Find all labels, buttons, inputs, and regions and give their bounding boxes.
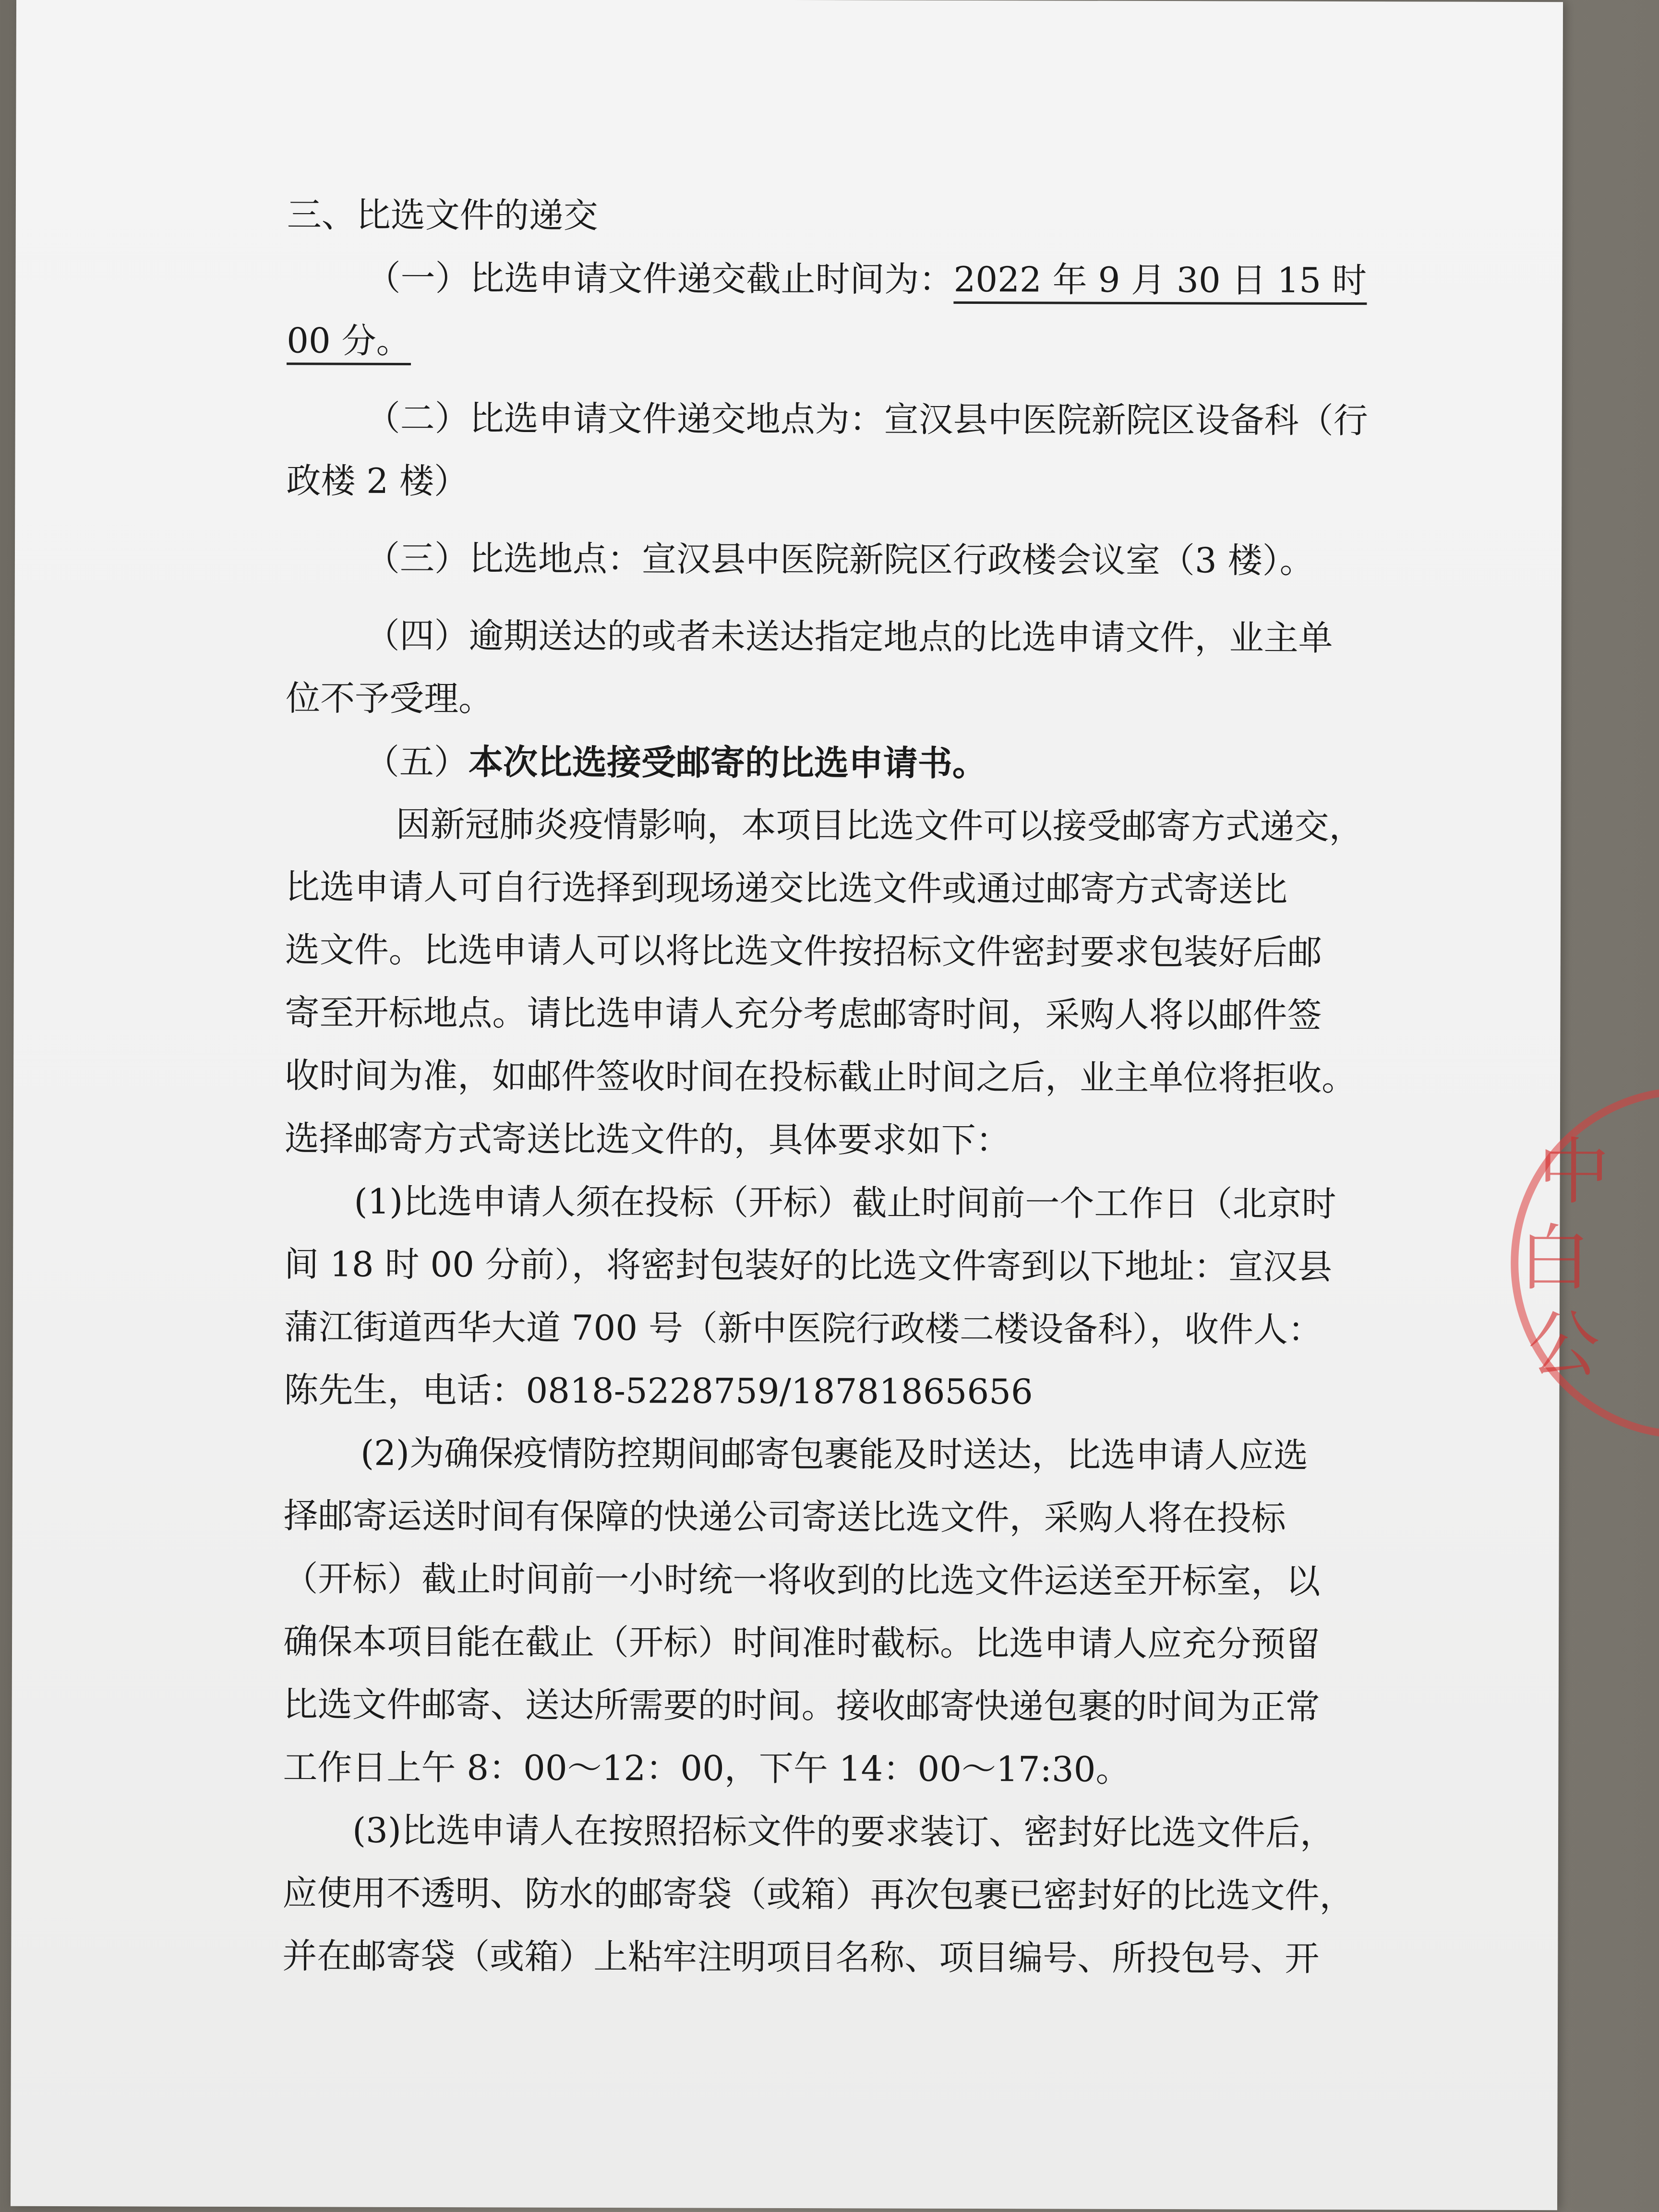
paragraph-6-line: 因新冠肺炎疫情影响，本项目比选文件可以接受邮寄方式递交， bbox=[396, 804, 1364, 847]
paragraph-6-line: 选文件。比选申请人可以将比选文件按招标文件密封要求包装好后邮 bbox=[285, 929, 1322, 973]
deadline-label: （一）比选申请文件递交截止时间为： bbox=[366, 257, 954, 300]
paragraph-1-line-2 bbox=[287, 309, 1376, 375]
document-body bbox=[282, 183, 1377, 1990]
paragraph-3: （三）比选地点：宣汉县中医院新院区行政楼会议室（3 楼）。 bbox=[365, 538, 1314, 581]
paragraph-5-prefix: （五） bbox=[364, 741, 469, 782]
paragraph-8-line: （开标）截止时间前一小时统一将收到的比选文件运送至开标室，以 bbox=[283, 1558, 1321, 1601]
stamp-char: 中 bbox=[1538, 1130, 1610, 1214]
section-heading: 三、比选文件的递交 bbox=[287, 194, 598, 236]
paragraph-6-line: 寄至开标地点。请比选申请人充分考虑邮寄时间，采购人将以邮件签 bbox=[285, 992, 1322, 1035]
paragraph-2-line-1: （二）比选申请文件递交地点为：宣汉县中医院新院区设备科（行 bbox=[365, 397, 1368, 441]
deadline-value-cont: 00 分。 bbox=[287, 320, 411, 365]
paragraph-4-line-2: 位不予受理。 bbox=[286, 678, 493, 719]
paragraph-8-line: 择邮寄运送时间有保障的快递公司寄送比选文件，采购人将在投标 bbox=[283, 1495, 1286, 1539]
paragraph-7-line: (1)比选申请人须在投标（开标）截止时间前一个工作日（北京时 bbox=[354, 1181, 1336, 1224]
paragraph-7-line: 间 18 时 00 分前），将密封包装好的比选文件寄到以下地址：宣汉县 bbox=[284, 1244, 1333, 1287]
paragraph-1-line-1 bbox=[287, 246, 1376, 312]
paragraph-6-line: 收时间为准，如邮件签收时间在投标截止时间之后，业主单位将拒收。 bbox=[285, 1055, 1357, 1099]
paragraph-9-line: (3)比选申请人在按照招标文件的要求装订、密封好比选文件后， bbox=[352, 1810, 1335, 1853]
paragraph-8-line: (2)为确保疫情防控期间邮寄包裹能及时送达，比选申请人应选 bbox=[360, 1432, 1309, 1476]
paragraph-2-line-2: 政楼 2 楼） bbox=[286, 460, 469, 502]
paragraph-7-line: 蒲江街道西华大道 700 号（新中医院行政楼二楼设备科），收件人： bbox=[284, 1307, 1323, 1350]
red-seal-stamp bbox=[1510, 1087, 1659, 1439]
paragraph-4-line-1: （四）逾期送达的或者未送达指定地点的比选申请文件，业主单 bbox=[365, 615, 1333, 658]
paragraph-7-line: 陈先生，电话：0818-5228759/18781865656 bbox=[284, 1370, 1033, 1412]
document-page bbox=[11, 0, 1610, 2210]
paragraph-9-line: 应使用不透明、防水的邮寄袋（或箱）再次包裹已密封好的比选文件， bbox=[282, 1873, 1354, 1916]
paragraph-8-line: 工作日上午 8：00～12：00，下午 14：00～17:30。 bbox=[283, 1747, 1130, 1790]
stamp-char: 白 bbox=[1518, 1216, 1591, 1301]
stamp-char: 公 bbox=[1527, 1303, 1600, 1387]
paragraph-6-line: 比选申请人可自行选择到现场递交比选文件或通过邮寄方式寄送比 bbox=[285, 866, 1288, 910]
paragraph-5-bold: 本次比选接受邮寄的比选申请书。 bbox=[468, 741, 987, 784]
paragraph-8-line: 比选文件邮寄、送达所需要的时间。接收邮寄快递包裹的时间为正常 bbox=[283, 1684, 1320, 1727]
deadline-value: 2022 年 9 月 30 日 15 时 bbox=[953, 259, 1367, 305]
paragraph-6-line: 选择邮寄方式寄送比选文件的，具体要求如下： bbox=[284, 1118, 1010, 1161]
paragraph-9-line: 并在邮寄袋（或箱）上粘牢注明项目名称、项目编号、所投包号、开 bbox=[282, 1936, 1320, 1979]
paragraph-8-line: 确保本项目能在截止（开标）时间准时截标。比选申请人应充分预留 bbox=[283, 1621, 1321, 1664]
paragraph-5 bbox=[286, 730, 1375, 795]
